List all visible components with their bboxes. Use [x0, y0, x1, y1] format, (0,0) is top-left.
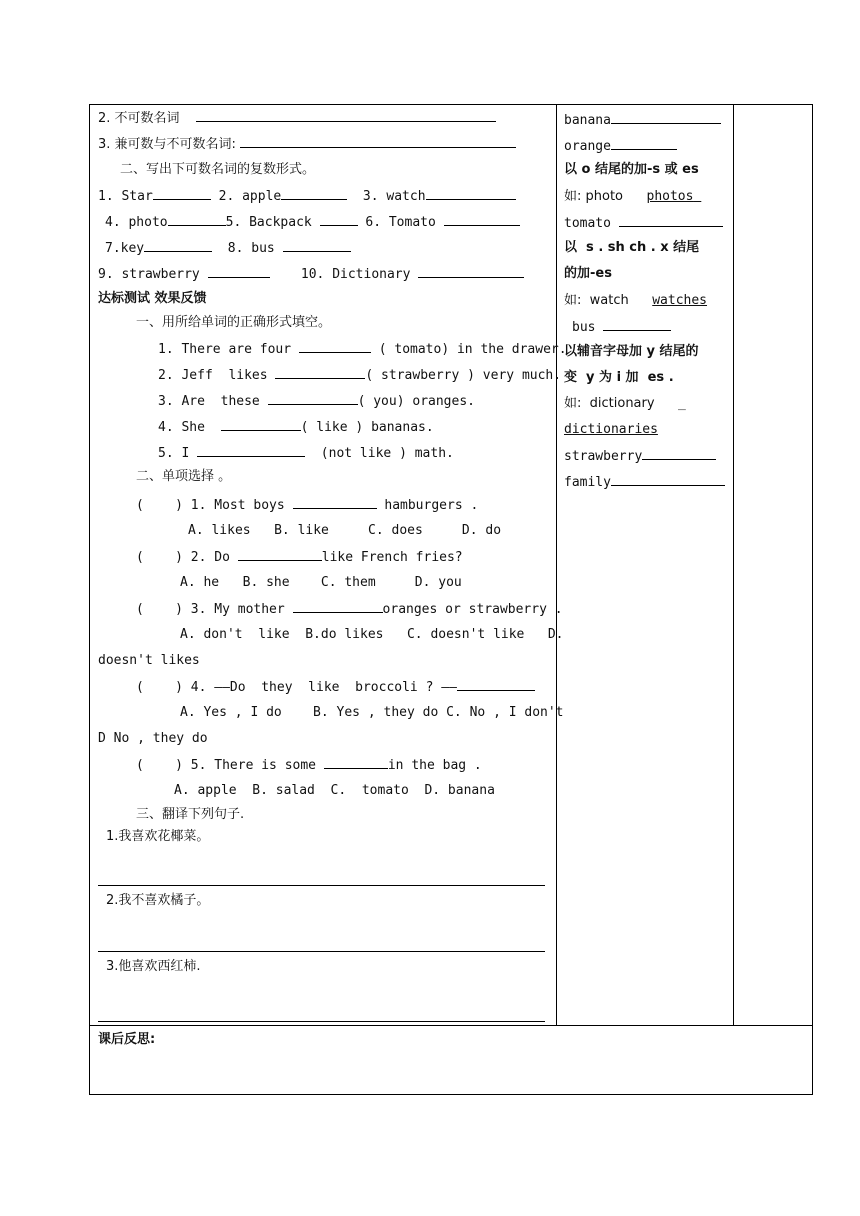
mc-heading: 二、单项选择 。 — [136, 469, 232, 484]
mc-options: A. don't like B.do likes C. doesn't like D. — [180, 627, 564, 642]
fill-item: 5. I (not like ) math. — [158, 446, 454, 461]
mc-options: A. Yes , I do B. Yes , they do C. No , I don't — [180, 705, 564, 720]
plural-row-4: 9. strawberry 10. Dictionary — [98, 266, 524, 283]
notes-line: family — [564, 474, 725, 491]
line-both: 3. 兼可数与不可数名词: — [98, 136, 516, 153]
notes-line: strawberry — [564, 448, 716, 465]
translate-item: 3.他喜欢西红柿. — [106, 959, 201, 974]
plural-row-1: 1. Star 2. apple 3. watch — [98, 188, 516, 205]
notes-answer: dictionaries — [564, 422, 658, 437]
section-plural-heading: 二、写出下可数名词的复数形式。 — [120, 162, 316, 177]
translate-item: 2.我不喜欢橘子。 — [106, 893, 210, 908]
mc-question: ( ) 4. ——Do they like broccoli ? —— — [136, 679, 535, 696]
notes-rule-y-2: 变 y 为 i 加 es . — [564, 370, 674, 385]
translate-heading: 三、翻译下列句子. — [136, 807, 245, 822]
mc-question: ( ) 2. Do like French fries? — [136, 550, 463, 565]
notes-example: 如: dictionary _ — [564, 396, 686, 411]
notes-line: orange — [564, 138, 677, 155]
mc-options: A. apple B. salad C. tomato D. banana — [174, 783, 495, 798]
line-uncountable: 2. 不可数名词 — [98, 110, 496, 127]
notes-rule-o: 以 o 结尾的加-s 或 es — [564, 162, 699, 177]
column-divider-1 — [556, 104, 557, 1026]
fill-item: 4. She ( like ) bananas. — [158, 420, 434, 435]
notes-line: banana — [564, 112, 721, 129]
mc-options: A. he B. she C. them D. you — [180, 575, 462, 590]
fill-heading: 一、用所给单词的正确形式填空。 — [136, 315, 332, 330]
fill-item: 1. There are four ( tomato) in the drawer. — [158, 342, 567, 357]
notes-rule-es-2: 的加-es — [564, 266, 612, 281]
answer-line — [98, 1021, 545, 1022]
test-heading: 达标测试 效果反馈 — [98, 291, 207, 306]
row-divider — [89, 1025, 813, 1026]
mc-options: A. likes B. like C. does D. do — [188, 523, 502, 538]
translate-item: 1.我喜欢花椰菜。 — [106, 829, 210, 844]
mc-question: ( ) 1. Most boys hamburgers . — [136, 498, 479, 513]
notes-example: 如: watch watches — [564, 293, 708, 308]
notes-line: bus — [572, 319, 671, 336]
fill-item: 2. Jeff likes ( strawberry ) very much. — [158, 368, 562, 383]
mc-question: ( ) 3. My mother oranges or strawberry . — [136, 602, 563, 617]
notes-example: 如: photo photos — [564, 189, 694, 204]
mc-options-wrap: D No , they do — [98, 731, 208, 746]
mc-options-wrap: doesn't likes — [98, 653, 200, 668]
answer-line — [98, 951, 545, 952]
mc-question: ( ) 5. There is some in the bag . — [136, 758, 482, 773]
notes-rule-y: 以辅音字母加 y 结尾的 — [564, 344, 699, 359]
notes-line: tomato — [564, 215, 723, 232]
answer-line — [98, 885, 545, 886]
column-divider-2 — [733, 104, 734, 1026]
plural-row-3: 7.key 8. bus — [105, 240, 351, 257]
plural-row-2: 4. photo 5. Backpack 6. Tomato — [105, 214, 520, 231]
notes-rule-es: 以 s . sh ch . x 结尾 — [564, 240, 700, 255]
reflection-label: 课后反思: — [98, 1032, 156, 1047]
fill-item: 3. Are these ( you) oranges. — [158, 394, 475, 409]
